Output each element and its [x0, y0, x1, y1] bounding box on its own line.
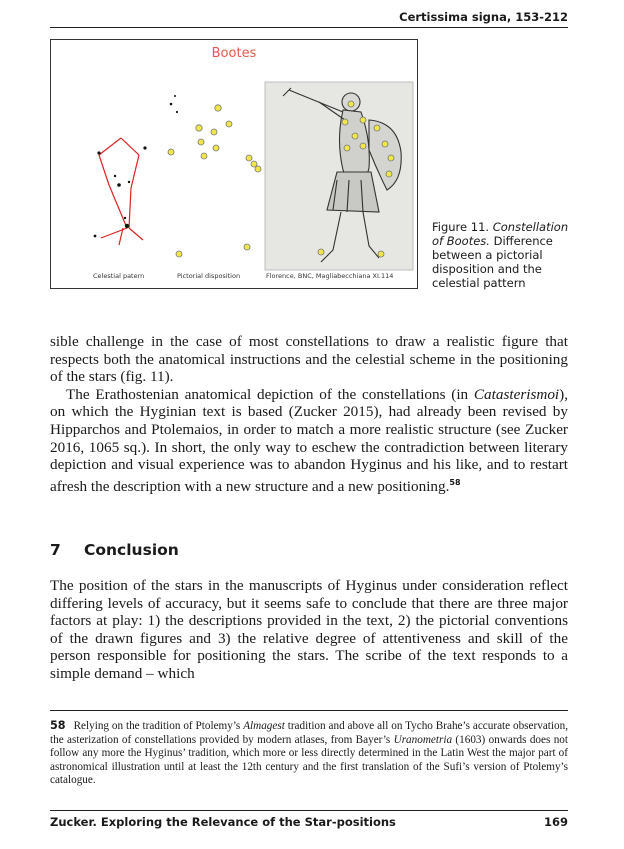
footnote-rule: [50, 710, 568, 711]
footnote-ref-58[interactable]: 58: [449, 477, 461, 487]
page-number: 169: [543, 815, 568, 829]
figure-caption: [432, 220, 572, 290]
footnote-text-2: tradition and above all on Tycho Brahe’s accurate observation, the asterization of constellations provided by modern atlases, from Bayer’s: [50, 720, 568, 746]
running-head-title: Certissima signa, 153-212: [399, 10, 568, 24]
footer-rule: [50, 810, 568, 811]
footnote-italic-2: Uranometria: [393, 733, 453, 746]
footnote-italic-1: Almagest: [243, 720, 285, 732]
caption-italic: Constellation of Bootes.: [432, 220, 569, 248]
footnote-58: [50, 719, 568, 788]
p2-italic: Catasterismoi: [473, 385, 560, 403]
running-head: [50, 8, 568, 28]
celestial-pattern: [94, 95, 179, 245]
label-celestial: Celestial patern: [93, 272, 145, 280]
footnote-text-3: (1603) onwards does not follow any more the Hyginus’ tradition, which more or less directly determined in the Latin West the major part of astronomical illustration until at least the 12th century and the first translation of the Sufi’s version of Ptolemy’s catalogue.: [50, 733, 568, 787]
manuscript-figure: [265, 82, 413, 270]
footnote-number: 58: [50, 719, 66, 732]
body-paragraphs: [50, 333, 568, 495]
label-pictorial: Pictorial disposition: [177, 272, 241, 280]
section-title: Conclusion: [84, 541, 179, 559]
pictorial-disposition: [168, 105, 261, 257]
page-footer: [50, 815, 568, 829]
caption-number: Figure 11.: [432, 220, 490, 234]
figure-illustration: [51, 40, 417, 288]
running-head-rule: [50, 27, 568, 28]
figure-title: Bootes: [211, 46, 257, 61]
paragraph-1: sible challenge in the case of most constellations to draw a realistic figure that respects both the anatomical instructions and the celestial scheme in the positioning of the stars (fig. 11).: [50, 333, 568, 386]
paragraph-2: [50, 386, 568, 496]
p2-text-b: ), on which the Hyginian text is based (Zucker 2015), had already been revised by Hipparchos and Ptolemaios, in order to match a more realistic structure (see Zucker 2016, 1065 sq.). In short, the only way to eschew the contradiction between literary depiction and visual experience was to abandon Hyginus and his like, and to restart afresh the description with a new structure and a new positioning.: [50, 385, 568, 495]
caption-text: Difference between a pictorial disposition and the celestial pattern: [432, 234, 553, 290]
section-number: 7: [50, 541, 61, 559]
footer-title: Zucker. Exploring the Relevance of the Star-positions: [50, 815, 396, 829]
conclusion-paragraph: [50, 577, 568, 683]
label-florence: Florence, BNC, Magliabecchiana XI.114: [266, 272, 394, 280]
figure-11: [50, 39, 418, 289]
paragraph-3: The position of the stars in the manuscripts of Hyginus under consideration reflect differing levels of accuracy, but it seems safe to conclude that there are three major factors at play: 1) the descriptions provided in the text, 2) the pictorial conventions of the drawn figures and 3) the relative degree of attentiveness and skill of the person responsible for positioning the stars. The scribe of the text responds to a simple demand – which: [50, 577, 568, 682]
section-heading: [50, 541, 179, 559]
footnote-text-1: Relying on the tradition of Ptolemy’s: [73, 720, 244, 732]
p2-text-a: The Erathostenian anatomical depiction of the constellations (in: [66, 385, 474, 403]
